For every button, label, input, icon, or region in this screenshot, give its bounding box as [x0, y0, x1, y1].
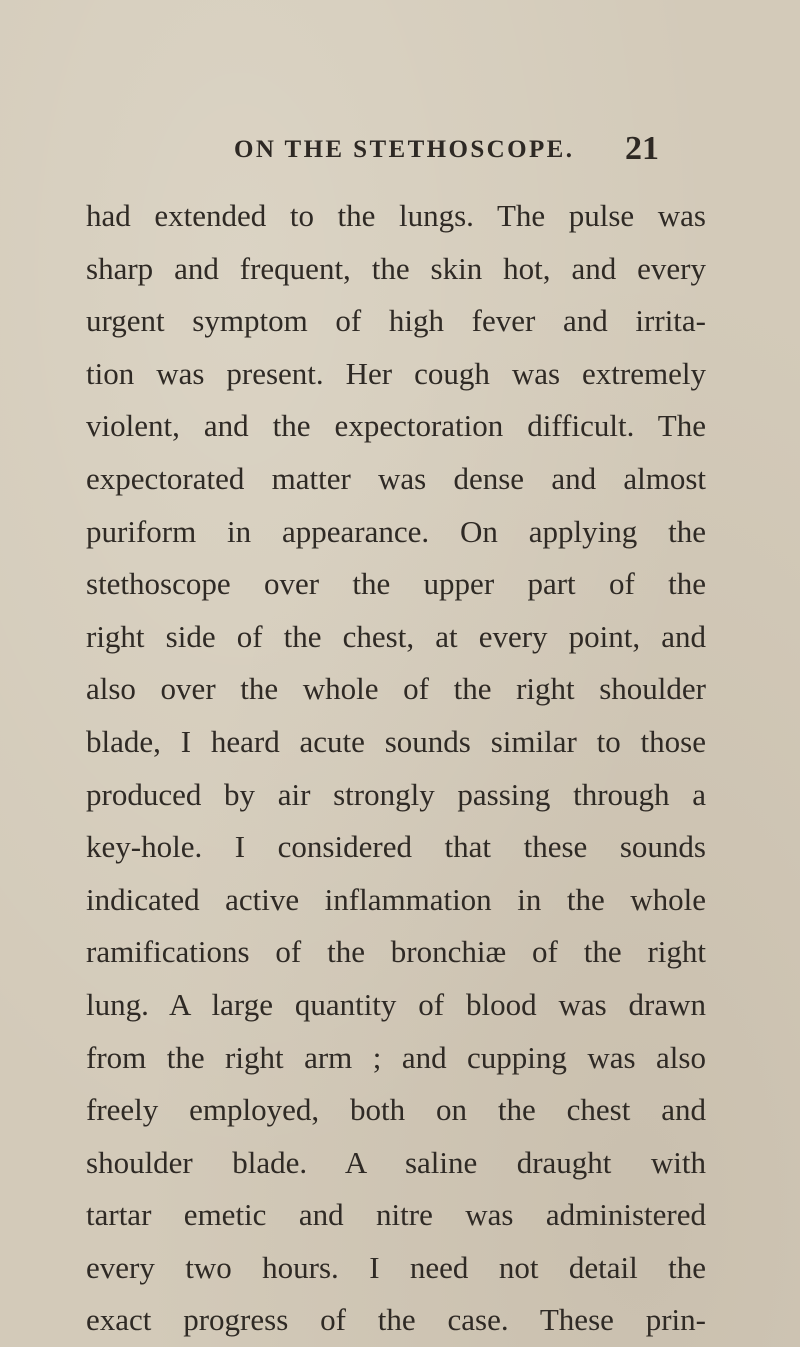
text-line: sharp and frequent, the skin hot, and every	[86, 250, 706, 286]
text-line: blade, I heard acute sounds similar to those	[86, 723, 706, 759]
text-line: lung. A large quantity of blood was drawn	[86, 986, 706, 1022]
text-line: freely employed, both on the chest and	[86, 1092, 706, 1128]
text-line: right side of the chest, at every point, and	[86, 618, 706, 654]
text-line: indicated active inflammation in the whole	[86, 881, 706, 917]
text-line: ramifications of the bronchiæ of the right	[86, 934, 706, 970]
text-line: every two hours. I need not detail the	[86, 1249, 706, 1285]
text-line: had extended to the lungs. The pulse was	[86, 198, 706, 233]
text-line: also over the whole of the right shoulder	[86, 671, 706, 707]
text-line: produced by air strongly passing through a	[86, 776, 706, 812]
text-line: tion was present. Her cough was extremely	[86, 355, 706, 391]
text-line: key-hole. I considered that these sounds	[86, 829, 706, 865]
running-title: ON THE STETHOSCOPE.	[234, 136, 575, 163]
body-text	[86, 190, 706, 1347]
text-line: violent, and the expectoration difficult. The	[86, 408, 706, 444]
running-head	[0, 130, 800, 176]
page-number: 21	[625, 130, 659, 167]
text-line: stethoscope over the upper part of the	[86, 566, 706, 602]
text-line: puriform in appearance. On applying the	[86, 513, 706, 549]
text-line: urgent symptom of high fever and irrita-	[86, 303, 706, 339]
text-line: exact progress of the case. These prin-	[86, 1302, 706, 1338]
text-line: tartar emetic and nitre was administered	[86, 1197, 706, 1233]
text-line: from the right arm ; and cupping was also	[86, 1039, 706, 1075]
text-line: shoulder blade. A saline draught with	[86, 1144, 706, 1180]
text-line: expectorated matter was dense and almost	[86, 460, 706, 496]
